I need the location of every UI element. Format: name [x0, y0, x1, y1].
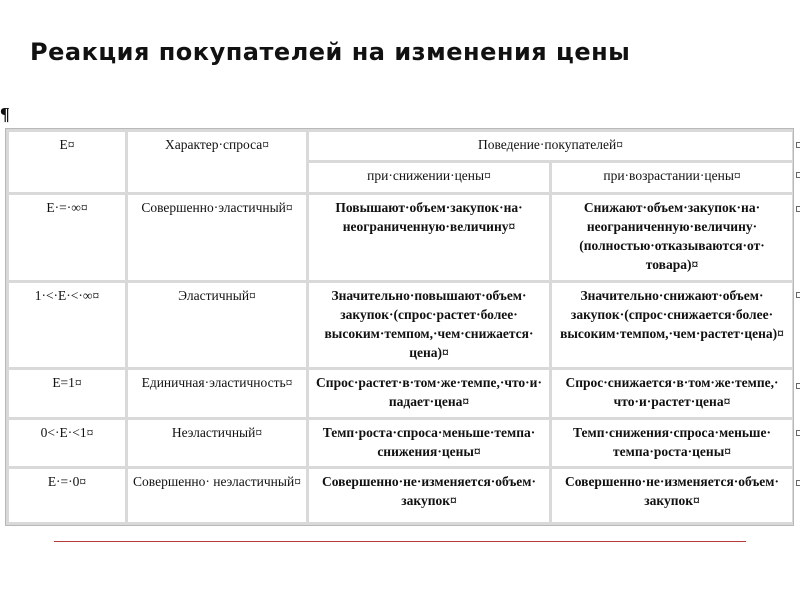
- table: [6, 129, 795, 525]
- table-row: [9, 420, 792, 467]
- cell-character: Совершенно· неэластичный¤: [128, 469, 306, 522]
- footer-rule: [54, 541, 746, 542]
- cell-on-increase: Снижают·объем·закупок·на· неограниченную·величину· (полностью·отказываются·от· товара)¤: [552, 195, 792, 280]
- header-on-increase: при·возрастании·цены¤: [552, 163, 792, 191]
- cell-end-mark-icon: [796, 142, 800, 148]
- cell-e: E·=·∞¤: [9, 195, 125, 280]
- elasticity-table: [5, 128, 794, 526]
- cell-on-decrease: Совершенно·не·изменяется·объем· закупок¤: [309, 469, 549, 522]
- table-subheader-row: [9, 163, 792, 191]
- table-row: [9, 370, 792, 417]
- table-row: [9, 283, 792, 368]
- cell-on-increase: Спрос·снижается·в·том·же·темпе,· что·и·растет·цена¤: [552, 370, 792, 417]
- cell-on-decrease: Темп·роста·спроса·меньше·темпа· снижения·цены¤: [309, 420, 549, 467]
- cell-e: E·=·0¤: [9, 469, 125, 522]
- cell-e: E=1¤: [9, 370, 125, 417]
- header-character: Характер·спроса¤: [128, 132, 306, 192]
- cell-on-increase: Темп·снижения·спроса·меньше· темпа·роста·цены¤: [552, 420, 792, 467]
- table-header-row: [9, 132, 792, 160]
- cell-on-increase: Совершенно·не·изменяется·объем· закупок¤: [552, 469, 792, 522]
- cell-e: 1·<·E·<·∞¤: [9, 283, 125, 368]
- cell-end-marks: [796, 128, 800, 548]
- page-title: Реакция покупателей на изменения цены: [30, 38, 631, 66]
- cell-end-mark-icon: [796, 430, 800, 436]
- cell-on-decrease: Повышают·объем·закупок·на· неограниченную·величину¤: [309, 195, 549, 280]
- table-row: [9, 469, 792, 522]
- cell-character: Эластичный¤: [128, 283, 306, 368]
- cell-character: Неэластичный¤: [128, 420, 306, 467]
- cell-end-mark-icon: [796, 206, 800, 212]
- cell-on-decrease: Значительно·повышают·объем· закупок·(спрос·растет·более· высоким·темпом,·чем·снижается· цена)¤: [309, 283, 549, 368]
- cell-on-increase: Значительно·снижают·объем· закупок·(спрос·снижается·более· высоким·темпом,·чем·растет·цена)¤: [552, 283, 792, 368]
- header-e: E¤: [9, 132, 125, 192]
- cell-character: Единичная·эластичность¤: [128, 370, 306, 417]
- table-row: [9, 195, 792, 280]
- paragraph-mark: ¶: [0, 104, 10, 124]
- cell-end-mark-icon: [796, 292, 800, 298]
- cell-character: Совершенно·эластичный¤: [128, 195, 306, 280]
- cell-on-decrease: Спрос·растет·в·том·же·темпе,·что·и· падает·цена¤: [309, 370, 549, 417]
- cell-e: 0<·E·<1¤: [9, 420, 125, 467]
- header-on-decrease: при·снижении·цены¤: [309, 163, 549, 191]
- cell-end-mark-icon: [796, 172, 800, 178]
- cell-end-mark-icon: [796, 383, 800, 389]
- cell-end-mark-icon: [796, 480, 800, 486]
- header-behavior: Поведение·покупателей¤: [309, 132, 792, 160]
